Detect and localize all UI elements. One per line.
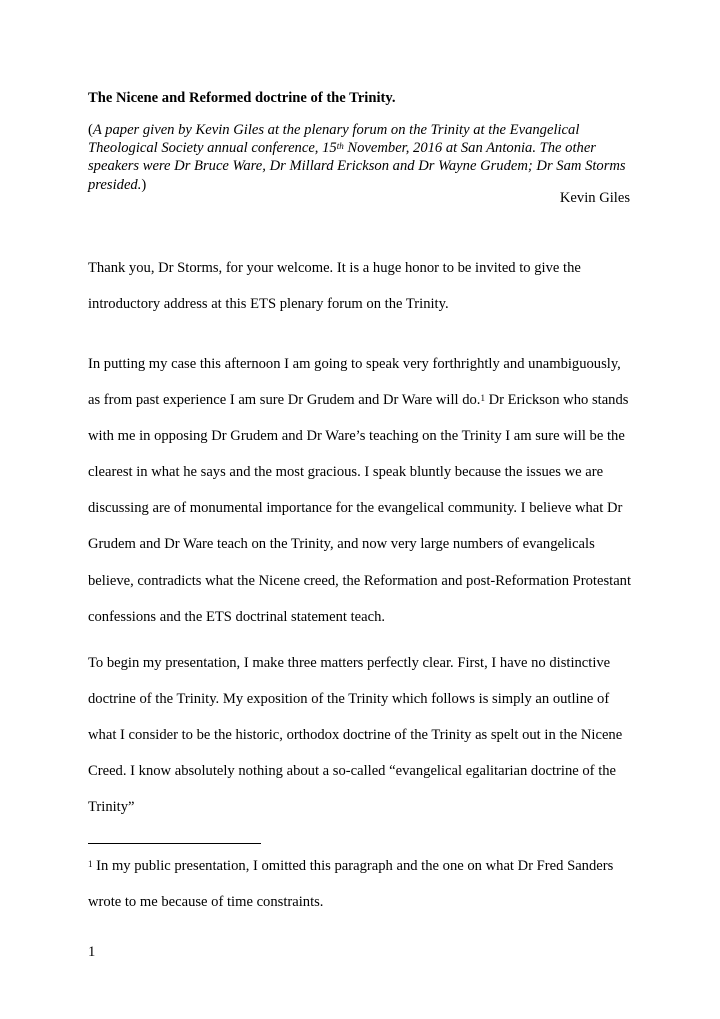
- intro-text-2b: November, 2016 at San Antonia. The other: [343, 140, 596, 157]
- paragraph-3-line: To begin my presentation, I make three matters perfectly clear. First, I have no distinctive: [88, 655, 611, 671]
- intro-text-2a: Theological Society annual conference, 15: [88, 140, 337, 157]
- footnote-divider: [88, 843, 261, 844]
- intro-note: [88, 121, 630, 194]
- paragraph-2-text: Dr Erickson who stands: [484, 392, 629, 409]
- paragraph-3-line: doctrine of the Trinity. My exposition of the Trinity which follows is simply an outline of: [88, 691, 610, 708]
- intro-text-4: presided.: [88, 176, 142, 193]
- paragraph-2-line: confessions and the ETS doctrinal statement teach.: [88, 608, 386, 625]
- intro-line-2: [88, 139, 630, 157]
- footnote: [88, 848, 648, 920]
- intro-line-4: [88, 176, 630, 194]
- footnote-number: 1: [88, 859, 93, 869]
- intro-close-paren: ): [141, 176, 147, 193]
- paragraph-3-line: Creed. I know absolutely nothing about a so-called “evangelical egalitarian doctrine of the: [88, 763, 617, 780]
- footnote-text: In my public presentation, I omitted this paragraph and the one on what Dr Fred Sanders: [92, 858, 614, 874]
- paragraph-3-line: what I consider to be the historic, orthodox doctrine of the Trinity as spelt out in the Nicene: [88, 727, 623, 744]
- intro-text-1: A paper given by Kevin Giles at the plenary forum on the Trinity at the Evangelical: [92, 122, 580, 138]
- footnote-line: wrote to me because of time constraints.: [88, 894, 324, 910]
- intro-open-paren: (: [88, 122, 93, 138]
- intro-line-3: [88, 157, 630, 175]
- paragraph-2-line: with me in opposing Dr Grudem and Dr Ware’s teaching on the Trinity I am sure will be the: [88, 428, 625, 445]
- paragraph-2-line: believe, contradicts what the Nicene creed, the Reformation and post-Reformation Protestant: [88, 572, 632, 589]
- author-name: Kevin Giles: [559, 190, 630, 206]
- paragraph-2-line: In putting my case this afternoon I am going to speak very forthrightly and unambiguously,: [88, 356, 621, 372]
- intro-text-3: speakers were Dr Bruce Ware, Dr Millard Erickson and Dr Wayne Grudem; Dr Sam Storms: [88, 158, 626, 175]
- paragraph-3: [88, 645, 648, 825]
- paragraph-2-line: discussing are of monumental importance for the evangelical community. I believe what Dr: [88, 500, 623, 517]
- paragraph-2-line: [88, 382, 648, 418]
- document-title: The Nicene and Reformed doctrine of the Trinity.: [88, 90, 396, 106]
- paragraph-3-line: Trinity”: [88, 799, 135, 816]
- paragraph-2-line: clearest in what he says and the most gracious. I speak bluntly because the issues we are: [88, 464, 604, 481]
- paragraph-2-text: as from past experience I am sure Dr Grudem and Dr Ware will do.: [88, 392, 481, 409]
- paragraph-1-line: introductory address at this ETS plenary forum on the Trinity.: [88, 296, 449, 313]
- footnote-line: [88, 848, 648, 884]
- paragraph-1-line: Thank you, Dr Storms, for your welcome. It is a huge honor to be invited to give the: [88, 260, 581, 276]
- page-number: 1: [88, 944, 96, 960]
- footnote-reference[interactable]: 1: [480, 393, 485, 404]
- paragraph-2-line: Grudem and Dr Ware teach on the Trinity, and now very large numbers of evangelicals: [88, 536, 595, 553]
- intro-superscript: th: [336, 141, 344, 152]
- paragraph-1: [88, 250, 648, 322]
- paragraph-2: [88, 346, 648, 635]
- intro-line-1: [88, 121, 630, 139]
